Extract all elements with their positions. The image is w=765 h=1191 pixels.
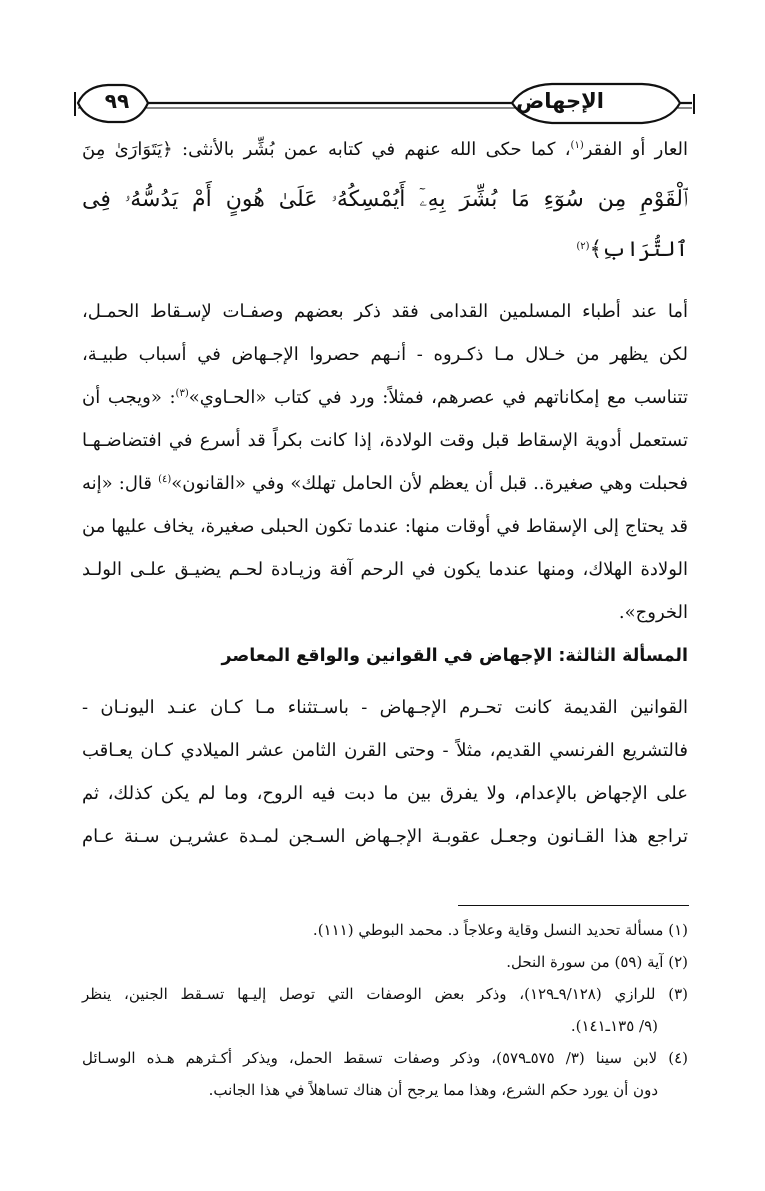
paragraph-2 xyxy=(82,290,688,634)
quran-verse-end xyxy=(82,228,688,271)
text-run: : «ويجب أن xyxy=(82,387,176,408)
footnote-4-continued: دون أن يورد حكم الشرع، وهذا مما يرجح أن هناك تساهلاً في هذا الجانب. xyxy=(208,1081,658,1099)
page-number: ٩٩ xyxy=(104,89,130,113)
footnote-1: (١) مسألة تحديد النسل وقاية وعلاجاً د. محمد البوطي (١١١). xyxy=(312,921,688,939)
text-line: القوانين القديمة كانت تحـرم الإجـهاض - باسـتثناء مـا كـان عنـد اليونـان - xyxy=(82,697,688,718)
footnote-marker: (٤) xyxy=(158,474,172,485)
text-line xyxy=(82,376,688,419)
text-run: تتناسب مع إمكاناتهم في عصرهم، فمثلاً: ورد في كتاب «الحـاوي» xyxy=(188,387,688,408)
text-run: ٱلتُّرَابِ﴾ xyxy=(589,237,688,261)
text-line xyxy=(82,462,688,505)
footnotes xyxy=(82,914,688,1106)
text-line: قد يحتاج إلى الإسقاط في أوقات منها: عندما تكون الحبلى صغيرة، يخاف عليها من xyxy=(82,516,688,537)
running-header-title: الإجهاض xyxy=(516,89,604,113)
text-line: على الإجهاض بالإعدام، ولا يفرق بين ما دبت فيه الروح، وما لم يكن كذلك، ثم xyxy=(82,783,688,804)
text-line xyxy=(82,128,688,171)
footnote-3-continued: (٩/ ١٣٥ـ١٤١). xyxy=(570,1017,658,1035)
footnote-3: (٣) للرازي (٩/١٢٨ـ١٢٩)، وذكر بعض الوصفات التي توصل إليـها تسـقط الجنين، ينظر xyxy=(82,985,688,1003)
section-heading: المسألة الثالثة: الإجهاض في القوانين والواقع المعاصر xyxy=(221,646,688,666)
text-line: تستعمل أدوية الإسقاط قبل وقت الولادة، إذا كانت بكراً قد أسرع في افتضاضـهـا xyxy=(82,430,688,451)
text-line: الخروج». xyxy=(618,602,688,623)
paragraph-gap xyxy=(82,271,688,290)
text-line: أما عند أطباء المسلمين القدامى فقد ذكر بعضهم وصفـات لإسـقاط الحمـل، xyxy=(82,301,688,322)
running-header xyxy=(72,80,697,128)
text-run: ، كما حكى الله عنهم في كتابه عمن بُشِّر بالأنثى: ﴿يَتَوَارَىٰ مِنَ xyxy=(82,139,571,160)
text-line: الولادة الهلاك، ومنها عندما يكون في الرحم آفة وزيـادة لحـم يضيـق علـى الولـد xyxy=(82,559,688,580)
footnote-marker: (٢) xyxy=(576,241,590,252)
footnote-4: (٤) لابن سينا (٣/ ٥٧٥ـ٥٧٩)، وذكر وصفات تسقط الحمل، ويذكر أكـثرهم هـذه الوسـائل xyxy=(82,1049,688,1067)
paragraph-3 xyxy=(82,686,688,858)
footnote-2: (٢) آية (٥٩) من سورة النحل. xyxy=(506,953,688,971)
heading-gap xyxy=(82,676,688,686)
text-run: فحبلت وهي صغيرة.. قبل أن يعظم لأن الحامل تهلك» وفي «القانون» xyxy=(171,473,688,494)
footnote-marker: (٣) xyxy=(175,388,189,399)
paragraph-1 xyxy=(82,128,688,271)
text-run: العار أو الفقر xyxy=(583,139,688,160)
text-run: قال: «إنه xyxy=(82,473,159,494)
main-text xyxy=(82,128,688,858)
text-line: فالتشريع الفرنسي القديم، مثلاً - وحتى القرن الثامن عشر الميلادي كـان يعـاقب xyxy=(82,740,688,761)
footnote-marker: (١) xyxy=(570,140,584,151)
quran-verse-line: ٱلْقَوْمِ مِن سُوٓءِ مَا بُشِّرَ بِهِۦٓ أَيُمْسِكُهُۥ عَلَىٰ هُونٍ أَمْ يَدُسُّهُۥ فِى xyxy=(82,187,688,212)
text-line: تراجع هذا القـانون وجعـل عقوبـة الإجـهاض السـجن لمـدة عشريـن سـنة عـام xyxy=(82,826,688,847)
footnote-separator xyxy=(458,905,689,906)
text-line: لكن يظهر من خـلال مـا ذكـروه - أنـهم حصروا الإجـهاض في أسباب طبيـة، xyxy=(82,344,688,365)
